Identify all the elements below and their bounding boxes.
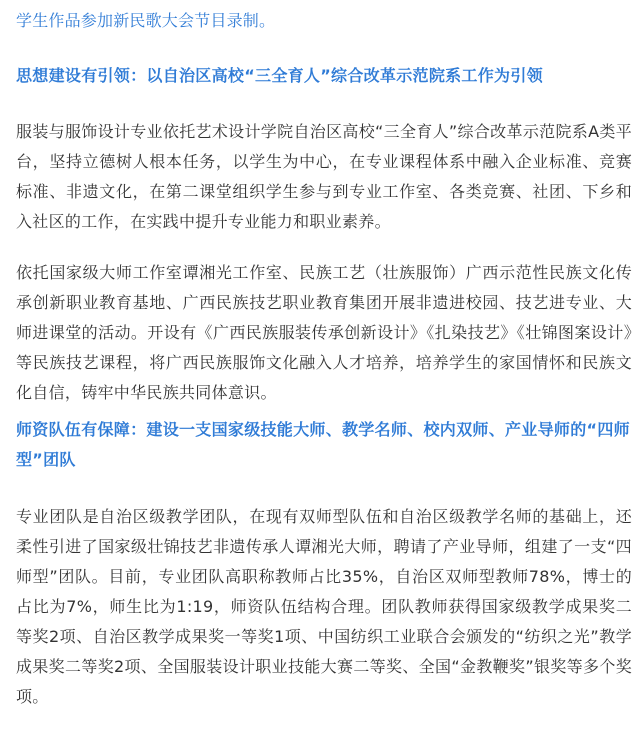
paragraph-faculty-team: 专业团队是自治区级教学团队，在现有双师型队伍和自治区级教学名师的基础上，还柔性引进了国家级壮锦技艺非遗传承人谭湘光大师，聘请了产业导师，组建了一支“四师型”团队。目前，专业团队高职称教师占比35%，自治区双师型教师78%，博士的占比为7%，师生比为1:19，师资队伍结构合理。团队教师获得国家级教学成果奖二等奖2项、自治区教学成果奖一等奖1项、中国纺织工业联合会颁发的“纺织之光”教学成果奖二等奖2项、全国服装设计职业技能大赛二等奖、全国“金教鞭奖”银奖等多个奖项。 [16,507,632,706]
article-body [16,0,632,706]
section-heading-faculty: 师资队伍有保障：建设一支国家级技能大师、教学名师、校内双师、产业导师的“四师型”团队 [16,420,630,469]
section-heading-ideological: 思想建设有引领：以自治区高校“三全育人”综合改革示范院系工作为引领 [16,66,543,85]
lead-line: 学生作品参加新民歌大会节目录制。 [16,11,276,30]
paragraph-ethnic-craft: 依托国家级大师工作室谭湘光工作室、民族工艺（壮族服饰）广西示范性民族文化传承创新职业教育基地、广西民族技艺职业教育集团开展非遗进校园、技艺进专业、大师进课堂的活动。开设有《广西民族服装传承创新设计》《扎染技艺》《壮锦图案设计》等民族技艺课程，将广西民族服饰文化融入人才培养，培养学生的家国情怀和民族文化自信，铸牢中华民族共同体意识。 [16,263,632,402]
paragraph-three-all-education: 服装与服饰设计专业依托艺术设计学院自治区高校“三全育人”综合改革示范院系A类平台，坚持立德树人根本任务，以学生为中心，在专业课程体系中融入企业标准、竞赛标准、非遗文化，在第二课堂组织学生参与到专业工作室、各类竞赛、社团、下乡和入社区的工作，在实践中提升专业能力和职业素养。 [16,122,632,231]
